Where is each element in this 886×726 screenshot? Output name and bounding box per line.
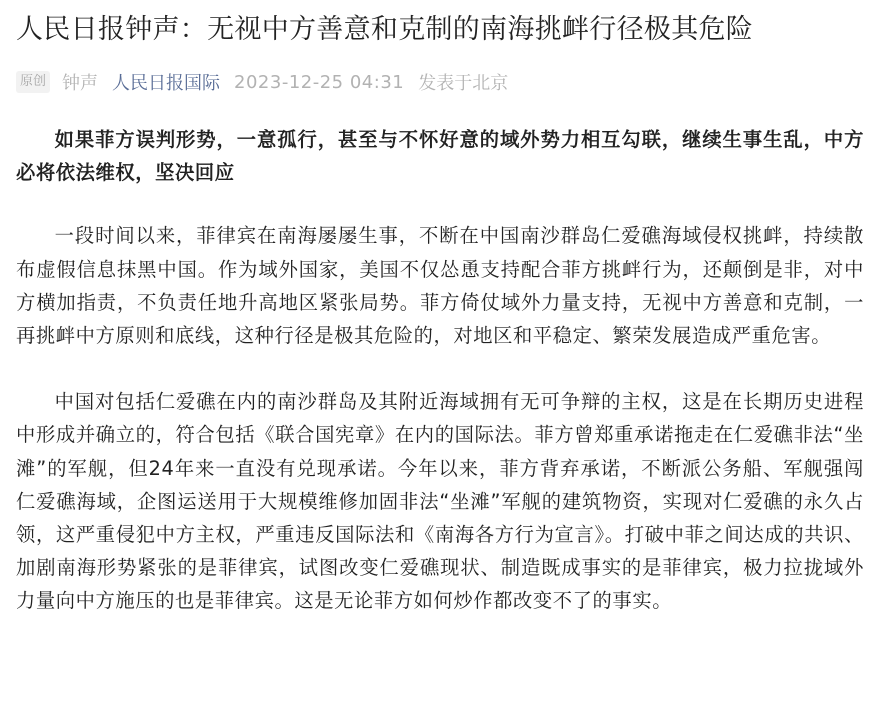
body-paragraph: 一段时间以来，菲律宾在南海屡屡生事，不断在中国南沙群岛仁爱礁海域侵权挑衅，持续散布虚假信息抹黑中国。作为域外国家，美国不仅怂恿支持配合菲方挑衅行为，还颠倒是非，对中方横加指责，不负责任地升高地区紧张局势。菲方倚仗域外力量支持，无视中方善意和克制，一再挑衅中方原则和底线，这种行径是极其危险的，对地区和平稳定、繁荣发展造成严重危害。 (16, 224, 864, 348)
article-meta (16, 68, 870, 96)
publish-location: 发表于北京 (418, 73, 509, 94)
publish-time: 2023-12-25 04:31 (234, 71, 405, 93)
article-content (16, 123, 864, 618)
article-title: 人民日报钟声：无视中方善意和克制的南海挑衅行径极其危险 (16, 14, 754, 45)
original-badge: 原创 (16, 71, 50, 93)
lead-paragraph: 如果菲方误判形势，一意孤行，甚至与不怀好意的域外势力相互勾联，继续生事生乱，中方必将依法维权，坚决回应 (16, 128, 864, 185)
author-name: 钟声 (62, 73, 99, 94)
account-name-link[interactable]: 人民日报国际 (112, 73, 221, 94)
body-paragraph: 中国对包括仁爱礁在内的南沙群岛及其附近海域拥有无可争辩的主权，这是在长期历史进程中形成并确立的，符合包括《联合国宪章》在内的国际法。菲方曾郑重承诺拖走在仁爱礁非法“坐滩”的军舰，但24年来一直没有兑现承诺。今年以来，菲方背弃承诺，不断派公务船、军舰强闯仁爱礁海域，企图运送用于大规模维修加固非法“坐滩”军舰的建筑物资，实现对仁爱礁的永久占领，这严重侵犯中方主权，严重违反国际法和《南海各方行为宣言》。打破中菲之间达成的共识、加剧南海形势紧张的是菲律宾，试图改变仁爱礁现状、制造既成事实的是菲律宾，极力拉拢域外力量向中方施压的也是菲律宾。这是无论菲方如何炒作都改变不了的事实。 (16, 390, 864, 613)
